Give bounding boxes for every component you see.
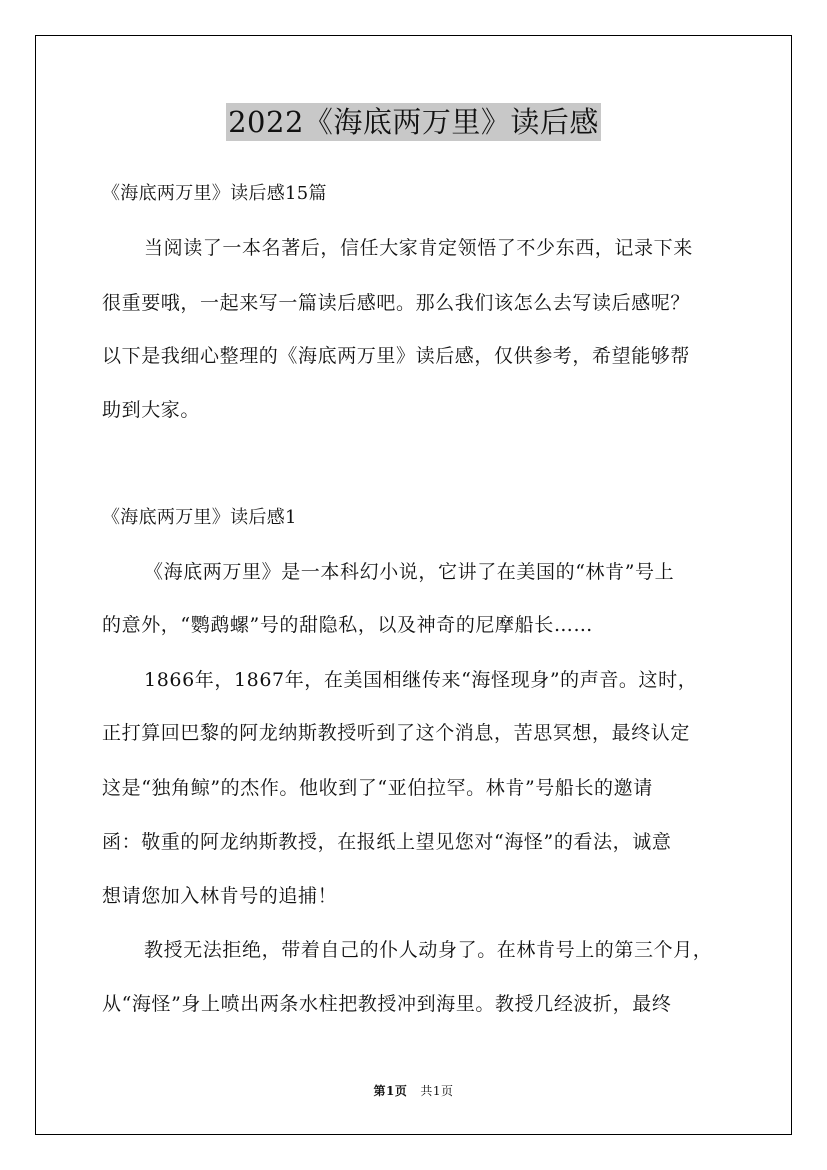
section-line-3: 1866年，1867年，在美国相继传来“海怪现身”的声音。这时， — [144, 669, 698, 691]
intro-line-4: 助到大家。 — [102, 399, 201, 421]
document-subtitle: 《海底两万里》读后感15篇 — [102, 183, 327, 204]
section-line-9: 从“海怪”身上喷出两条水柱把教授冲到海里。教授几经波折，最终 — [102, 993, 672, 1015]
section-line-6: 函：敬重的阿龙纳斯教授，在报纸上望见您对“海怪”的看法，诚意 — [102, 831, 672, 853]
section-line-1: 《海底两万里》是一本科幻小说，它讲了在美国的“林肯”号上 — [144, 561, 675, 583]
intro-line-1: 当阅读了一本名著后，信任大家肯定领悟了不少东西，记录下来 — [144, 237, 693, 259]
intro-line-2: 很重要哦，一起来写一篇读后感吧。那么我们该怎么去写读后感呢？ — [102, 292, 691, 314]
intro-line-3: 以下是我细心整理的《海底两万里》读后感，仅供参考，希望能够帮 — [102, 345, 691, 367]
title-container — [0, 103, 827, 141]
section-line-5: 这是“独角鲸”的杰作。他收到了“亚伯拉罕。林肯”号船长的邀请 — [102, 777, 653, 799]
section-line-7: 想请您加入林肯号的追捕！ — [102, 885, 338, 907]
page-footer — [0, 1083, 827, 1099]
section-line-8: 教授无法拒绝，带着自己的仆人动身了。在林肯号上的第三个月， — [144, 939, 713, 961]
section-heading: 《海底两万里》读后感1 — [102, 507, 297, 528]
document-title: 2022《海底两万里》读后感 — [228, 105, 599, 139]
page-total: 共1页 — [420, 1084, 454, 1098]
page-number: 第1页 — [373, 1084, 408, 1098]
section-line-4: 正打算回巴黎的阿龙纳斯教授听到了这个消息，苦思冥想，最终认定 — [102, 722, 691, 744]
section-line-2: 的意外，“鹦鹉螺”号的甜隐私，以及神奇的尼摩船长…… — [102, 614, 594, 636]
